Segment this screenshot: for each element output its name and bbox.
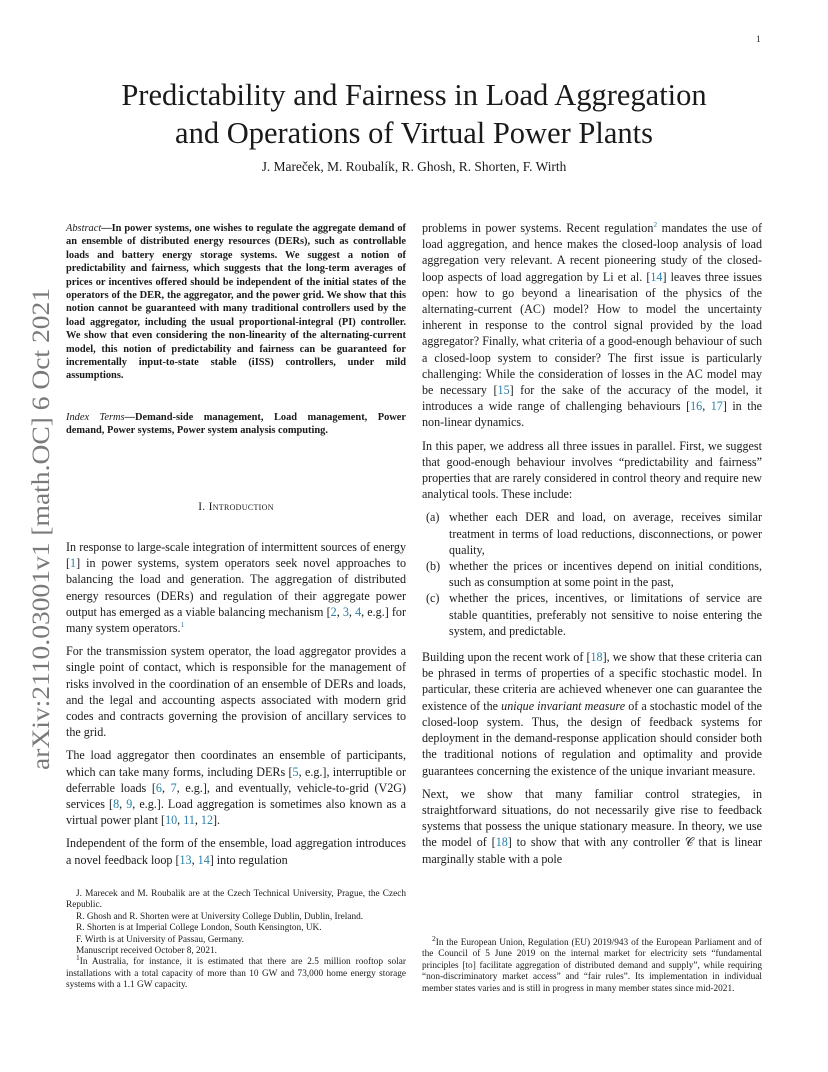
paragraph: The load aggregator then coordinates an ensemble of participants, which can take many forms, including DERs [5, e.g.], interruptible or deferrable loads [6, 7, e.g.], and eventually, vehicle-to-grid (V2G) services [8, 9, e.g.]. Load aggregation is sometimes also known as a virtual power plant [10, 11, 12]. (66, 748, 407, 828)
controller-symbol: 𝒞 (684, 835, 694, 850)
citation-link[interactable]: 6 (155, 780, 162, 795)
footnote: $^2$In the European Union, Regulation (EU) 2019/943 of the European Parliament and of the Council of 5 June 2019 on the internal market for electricity sets “fundamental principles [to] facilitate aggregation of distributed demand and supply”, while requiring “non-discriminatory market access” and “fair rules”. Its implementation in individual member states varies and is still in progress in many member states since mid-2021. (422, 933, 762, 994)
citation-link[interactable]: 7 (170, 780, 177, 795)
footnote: F. Wirth is at University of Passau, Germany. (76, 934, 245, 945)
author-list: J. Mareček, M. Roubalík, R. Ghosh, R. Shorten, F. Wirth (261, 159, 567, 174)
paragraph: In this paper, we address all three issues in parallel. First, we suggest that good-enough behaviour involves “predictability and fairness” properties that are rarely considered in control theory and require new analytical tools. These include: (422, 438, 762, 502)
index-terms-lead: Index Terms (66, 412, 125, 423)
section-numeral: I. (198, 501, 209, 513)
abstract-text: —In power systems, one wishes to regulate the aggregate demand of an ensemble of distributed energy resources (DERs), such as controllable loads and battery energy storage systems. We suggest a notion of predictability and fairness, which suggests that the long-term averages of prices or incentives offered should be independent of the initial states of the operators of the DER, the aggregator, and the power grid. We show that this notion cannot be guaranteed with many traditional controllers used by the load aggregator, including the usual proportional-integral (PI) controller. We show that even considering the non-linearity of the alternating-current model, this notion of predictability and fairness can be guaranteed for incrementally input-to-state stable (iISS) controllers, under mild assumptions. (66, 223, 406, 382)
paper-title (60, 76, 768, 152)
footnote-mark: 2 (432, 933, 436, 943)
paper-title-line-1: Predictability and Fairness in Load Aggregation (121, 78, 707, 112)
abstract-lead: Abstract (66, 223, 102, 234)
arxiv-stamp-text: arXiv:2110.03001v1 [math.OC] 6 Oct 2021 (28, 332, 55, 770)
citation-link[interactable]: 18 (590, 650, 603, 665)
paragraph: Independent of the form of the ensemble, load aggregation introduces a novel feedback loop [13, 14] into regulation (66, 836, 406, 867)
right-footnotes (422, 933, 762, 995)
footnote: R. Ghosh and R. Shorten were at University College Dublin, Dublin, Ireland. (76, 911, 364, 922)
citation-link[interactable]: 5 (292, 764, 299, 779)
citation-link[interactable]: 17 (710, 399, 723, 414)
section-heading (66, 501, 406, 513)
footnote: Manuscript received October 8, 2021. (76, 946, 217, 957)
paragraph: problems in power systems. Recent regulation$^2$ mandates the use of load aggregation, and hence makes the closed-loop analysis of load aggregation very relevant. A recent pioneering study of the closed-loop aspects of load aggregation by Li et al. [14] leaves three issues open: how to go beyond a linearisation of the physics of the alternating-current (AC) model? How to model the uncertainty inherent in response to the control signal provided by the load aggregator? Finally, what criteria of a good-enough behaviour of such a closed-loop system to consider? The first issue is particularly challenging: While the consideration of losses in the AC model may be necessary [15] for the sake of the accuracy of the model, it introduces a wide range of challenging behaviours [16, 17] in the non-linear dynamics. (422, 219, 763, 430)
citation-link[interactable]: 4 (355, 604, 362, 619)
paper-title-line-2: and Operations of Virtual Power Plants (175, 116, 653, 150)
citation-link[interactable]: 10 (165, 813, 178, 828)
left-footnotes (66, 889, 406, 992)
citation-link[interactable]: 14 (650, 269, 663, 284)
page-number: 1 (756, 34, 761, 44)
footnote-link[interactable]: 1 (180, 619, 185, 629)
footnote-link[interactable]: 2 (653, 219, 658, 229)
citation-link[interactable]: 18 (495, 835, 508, 850)
index-terms-text: —Demand-side management, Load management, Power demand, Power systems, Power system analysis computing. (66, 412, 406, 437)
citation-link[interactable]: 1 (70, 556, 77, 571)
citation-link[interactable]: 15 (497, 383, 510, 398)
paragraph: Building upon the recent work of [18], we show that these criteria can be phrased in terms of properties of a specific stochastic model. In particular, these criteria are achieved whenever one can guarantee the existence of the unique invariant measure of a stochastic model of the closed-loop system. Thus, the design of feedback systems for deployment in the demand-response application should consider both the traditional notions of regulation and optimality and provide guarantees concerning the existence of the unique invariant measure. (422, 650, 762, 778)
footnote: J. Marecek and M. Roubalik are at the Czech Technical University, Prague, the Czech Republic. (66, 889, 406, 911)
citation-link[interactable]: 9 (126, 797, 133, 812)
footnote-mark: 1 (76, 953, 80, 963)
paragraph: In response to large-scale integration of intermittent sources of energy [1] in power systems, system operators seek novel approaches to balancing the load and generation. The aggregation of distributed energy resources (DERs) and regulation of their aggregate power output has emerged as a viable balancing mechanism [2, 3, 4, e.g.] for many system operators.$^1$ (66, 540, 407, 636)
abstract (66, 222, 406, 383)
paragraph: For the transmission system operator, the load aggregator provides a single point of contact, which is responsible for the management of risks involved in the coordination of an ensemble of DERs and loads, and the legal and accounting aspects associated with modern grid codes and contracts governing the provision of ancillary services to the grid. (66, 644, 406, 740)
citation-link[interactable]: 11 (183, 813, 195, 828)
footnote: R. Shorten is at Imperial College London, South Kensington, UK. (76, 923, 322, 934)
citation-link[interactable]: 13 (179, 852, 192, 867)
arxiv-stamp-graphic (5, 280, 65, 780)
criteria-list (422, 509, 762, 639)
index-terms (66, 411, 406, 438)
citation-link[interactable]: 16 (690, 399, 703, 414)
citation-link[interactable]: 8 (113, 797, 120, 812)
intro-right-text (422, 220, 762, 867)
section-title: Introduction (208, 501, 274, 513)
list-item: (b) whether the prices or incentives depend on initial conditions, such as consumption at some point in the past, (426, 559, 762, 590)
footnote: $^1$In Australia, for instance, it is estimated that there are 2.5 million rooftop solar installations with a total capacity of more than 10 GW and 73,000 home energy storage systems with a 1.1 GW capacity. (66, 953, 406, 991)
list-item: (a) whether each DER and load, on average, receives similar treatment in terms of load reductions, disconnections, or power quality, (426, 510, 762, 557)
citation-link[interactable]: 14 (197, 852, 210, 867)
citation-link[interactable]: 2 (330, 604, 337, 619)
list-item: (c) whether the prices, incentives, or limitations of service are stable quantities, preferably not sensitive to noise entering the system, and predictable. (426, 591, 762, 638)
arxiv-stamp (5, 280, 65, 780)
citation-link[interactable]: 12 (200, 813, 214, 828)
paragraph: Next, we show that many familiar control strategies, in straightforward situations, do not necessarily give rise to feedback systems that possess the unique stationary measure. In theory, we use the model of [18] to show that with any controller 𝒞 that is linear marginally stable with a pole (422, 786, 762, 866)
intro-left-text (66, 539, 406, 868)
citation-link[interactable]: 3 (342, 604, 349, 619)
